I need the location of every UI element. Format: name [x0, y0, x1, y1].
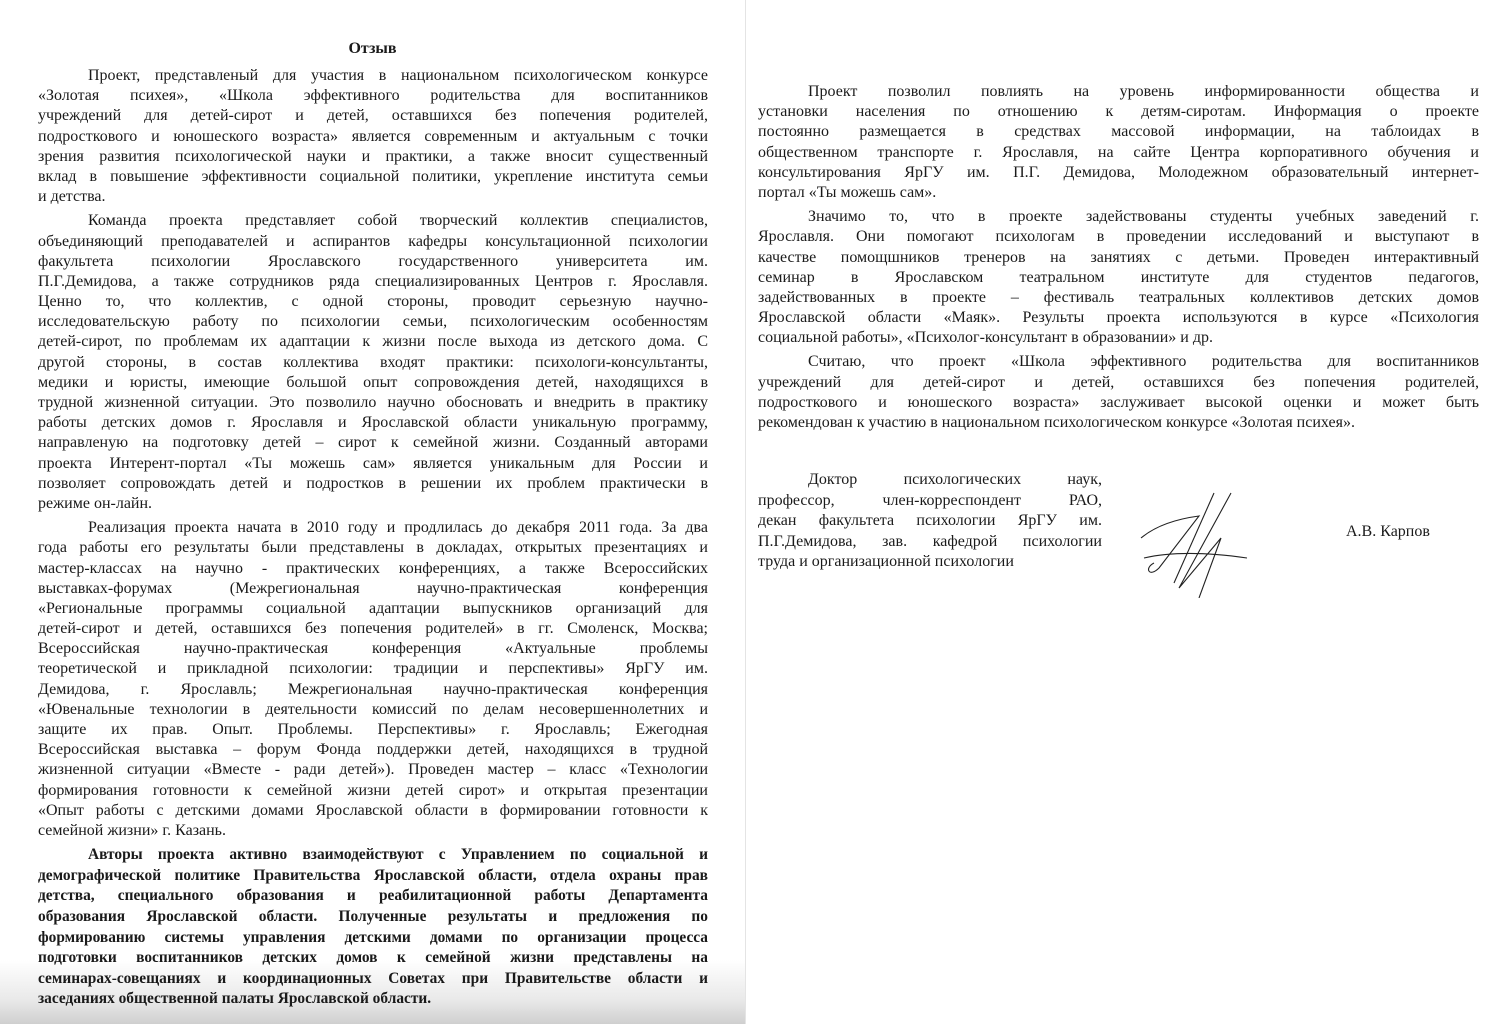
text-line: «Ювенальные технологии в деятельности комиссий по делам несовершеннолетних и	[38, 700, 708, 718]
text-line: Всероссийская выставка – форум Фонда поддержки детей, находящихся в трудной	[38, 741, 708, 759]
signatory-line: профессор, член-корреспондент РАО,	[758, 491, 1102, 509]
text-line: консультирования ЯрГУ им. П.Г. Демидова, Молодежном образовательный интернет-	[758, 163, 1479, 181]
signatory-line: декан факультета психологии ЯрГУ им.	[758, 512, 1102, 530]
text-line: социальной работы», «Психолог-консультант в образовании» и др.	[758, 329, 1214, 347]
text-line: объединяющий преподавателей и аспирантов кафедры консультационной психологии	[38, 232, 708, 250]
text-line: направленую на подготовку детей – сирот к семейной жизни. Созданный авторами	[38, 434, 708, 452]
right-column-text	[758, 82, 1479, 437]
handwritten-signature	[1139, 488, 1249, 598]
text-line: семейной жизни» г. Казань.	[38, 821, 226, 839]
paragraph	[38, 211, 708, 514]
text-line: режиме он-лайн.	[38, 494, 153, 512]
text-line: другой стороны, в состав коллектива входят практики: психологи-консультанты,	[38, 353, 708, 371]
text-line: Команда проекта представляет собой творческий коллектив специалистов,	[88, 212, 708, 230]
text-line: Значимо то, что в проекте задействованы студенты учебных заведений г.	[808, 208, 1479, 226]
text-line: выставках-форумах (Межрегиональная научно-практическая конференция	[38, 579, 708, 597]
text-line: формированию системы управления детскими домами по организации процесса	[38, 928, 708, 946]
paragraph	[38, 845, 708, 1010]
text-line: учреждений для детей-сирот и детей, оставшихся без попечения родителей,	[758, 373, 1479, 391]
text-line: Всероссийская научно-практическая конференция «Актуальные проблемы	[38, 640, 708, 658]
text-line: подросткового и юношеского возраста» является современным и актуальным с точки	[38, 127, 708, 145]
text-line: Ценно то, что коллектив, с одной стороны, проводит серьезную научно-	[38, 293, 708, 311]
text-line: задействованных в проекте – фестиваль театральных коллективов детских домов	[758, 288, 1479, 306]
text-line: года работы его результаты были представлены в докладах, открытых презентациях и	[38, 539, 708, 557]
text-line: образования Ярославской области. Полученные результаты и предложения по	[38, 907, 708, 925]
text-line: П.Г.Демидова, а также сотрудников ряда специализированных Центров г. Ярославля.	[38, 272, 708, 290]
left-page	[0, 0, 745, 1024]
text-line: общественном транспорте г. Ярославля, на сайте Центра корпоративного обучения и	[758, 143, 1479, 161]
text-line: теоретической и прикладной психологии: традиции и перспективы» ЯрГУ им.	[38, 660, 708, 678]
text-line: Ярославской области «Маяк». Результы проекта используются в курсе «Психология	[758, 309, 1479, 327]
text-line: Ярославля. Они помогают психологам в проведении исследований и выступают в	[758, 228, 1479, 246]
signatory-line: П.Г.Демидова, зав. кафедрой психологии	[758, 532, 1102, 550]
text-line: Демидова, г. Ярославль; Межрегиональная научно-практическая конференция	[38, 680, 708, 698]
paragraph	[758, 207, 1479, 348]
signatory-line: труда и организационной психологии	[758, 553, 1014, 571]
text-line: формирования готовности к семейной жизни детей сирот» и открытая презентации	[38, 781, 708, 799]
text-line: детства, специального образования и реабилитационной работы Департамента	[38, 887, 708, 905]
text-line: и детства.	[38, 188, 106, 206]
text-line: вклад в повышение эффективности социальной политики, укрепление института семьи	[38, 167, 708, 185]
text-line: установки населения по отношению к детям-сиротам. Информация о проекте	[758, 103, 1479, 121]
text-line: исследовательскую работу по психологии семьи, психологическим особенностям	[38, 313, 708, 331]
text-line: «Золотая психея», «Школа эффективного родительства для воспитанников	[38, 87, 708, 105]
signer-name: А.В. Карпов	[1346, 523, 1430, 540]
text-line: мастер-классах на научно - практических конференциях, а также Всероссийских	[38, 559, 708, 577]
text-line: детей-сирот и детей, оставшихся без попечения родителей» в гг. Смоленск, Москва;	[38, 620, 708, 638]
text-line: факультета психологии Ярославского государственного университета им.	[38, 252, 708, 270]
text-line: подросткового и юношеского возраста» заслуживает высокой оценки и может быть	[758, 393, 1479, 411]
paragraph	[38, 66, 708, 207]
text-line: позволяет сопровождать детей и подростков в решении их проблем практически в	[38, 474, 708, 492]
text-line: заседаниях общественной палаты Ярославской области.	[38, 990, 432, 1008]
signatory-position	[758, 470, 1102, 573]
text-line: «Региональные программы социальной адаптации выпускников организаций для	[38, 599, 708, 617]
text-line: подготовки воспитанников детских домов к семейной жизни представлены на	[38, 949, 708, 967]
signatory-line: Доктор психологических наук,	[808, 471, 1102, 488]
text-line: медики и юристы, имеющие большой опыт сопровождения детей, находящихся в	[38, 373, 708, 391]
text-line: портал «Ты можешь сам».	[758, 183, 937, 201]
text-line: семинар в Ярославском театральном институте для студентов педагогов,	[758, 268, 1479, 286]
right-page	[745, 0, 1508, 1024]
paragraph	[758, 352, 1479, 433]
text-line: Реализация проекта начата в 2010 году и продлилась до декабря 2011 года. За два	[88, 519, 708, 537]
document-title: Отзыв	[348, 40, 397, 57]
text-line: работы детских домов г. Ярославля и Ярославской области уникальную программу,	[38, 414, 708, 432]
text-line: защите их прав. Опыт. Проблемы. Перспективы» г. Ярославль; Ежегодная	[38, 721, 708, 738]
text-line: семинарах-совещаниях и координационных Советах при Правительстве области и	[38, 969, 708, 987]
text-line: «Опыт работы с детскими домами Ярославской области в формировании готовности к	[38, 801, 708, 819]
text-line: постоянно размещается в средствах массовой информации, на таблоидах в	[758, 123, 1479, 141]
left-column-text	[38, 66, 708, 1014]
text-line: зрения развития психологической науки и практики, а также вносит существенный	[38, 147, 708, 165]
text-line: Авторы проекта активно взаимодействуют с Управлением по социальной и	[88, 846, 708, 864]
text-line: учреждений для детей-сирот и детей, оставшихся без попечения родителей,	[38, 107, 708, 125]
text-line: Проект, представленый для участия в национальном психологическом конкурсе	[88, 67, 708, 84]
text-line: рекомендован к участию в национальном психологическом конкурсе «Золотая психея».	[758, 414, 1355, 431]
text-line: демографической политике Правительства Ярославской области, отдела охраны прав	[38, 866, 708, 884]
text-line: детей-сирот, по проблемам их адаптации к жизни после выхода из детского дома. С	[38, 333, 708, 351]
text-line: проекта Интерент-портал «Ты можешь сам» является уникальным для России и	[38, 454, 708, 472]
text-line: жизненной ситуации «Вместе - ради детей»). Проведен мастер – класс «Технологии	[38, 761, 708, 779]
text-line: Считаю, что проект «Школа эффективного родительства для воспитанников	[808, 353, 1479, 371]
paragraph	[38, 518, 708, 841]
paragraph	[758, 82, 1479, 203]
text-line: качестве помощшников тренеров на занятиях с детьми. Проведен интерактивный	[758, 248, 1479, 266]
text-line: трудной жизненной ситуации. Это позволило научно обосновать и внедрить в практику	[38, 394, 708, 411]
text-line: Проект позволил повлиять на уровень информированности общества и	[808, 83, 1479, 100]
